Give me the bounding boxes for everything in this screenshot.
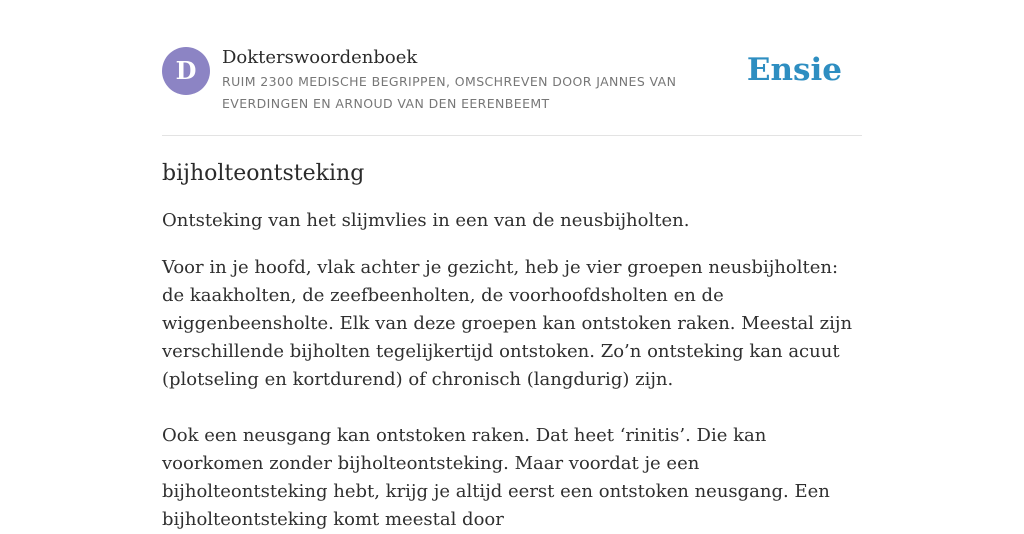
dictionary-subtitle: RUIM 2300 MEDISCHE BEGRIPPEN, OMSCHREVEN DOOR JANNES VAN EVERDINGEN EN ARNOUD VAN DEN EERENBEEMT (222, 74, 677, 111)
entry-paragraph: Voor in je hoofd, vlak achter je gezicht, heb je vier groepen neusbijholten: de kaakholten, de zeefbeenholten, de voorhoofdsholten en de wiggenbeensholte. Elk van deze groepen kan ontstoken raken. Meestal zijn verschillende bijholten tegelijkertijd ontstoken. Zo’n ontsteking kan acuut (plotseling en kortdurend) of chronisch (langdurig) zijn. (162, 257, 853, 390)
site-header (162, 46, 862, 116)
entry-content (162, 156, 862, 534)
dictionary-title[interactable]: Dokterswoordenboek (222, 47, 418, 68)
entry-paragraph: Ook een neusgang kan ontstoken raken. Dat heet ‘rinitis’. Die kan voorkomen zonder bijholteontsteking. Maar voordat je een bijholteontsteking hebt, krijg je altijd eerst een ontstoken neusgang. Een bijholteontsteking komt meestal door (162, 425, 830, 530)
dictionary-avatar[interactable]: D (162, 47, 210, 95)
entry-term: bijholteontsteking (162, 161, 365, 186)
header-divider (162, 135, 862, 136)
ensie-logo-link[interactable]: Ensie (746, 52, 842, 88)
entry-definition: Ontsteking van het slijmvlies in een van de neusbijholten. (162, 210, 690, 231)
